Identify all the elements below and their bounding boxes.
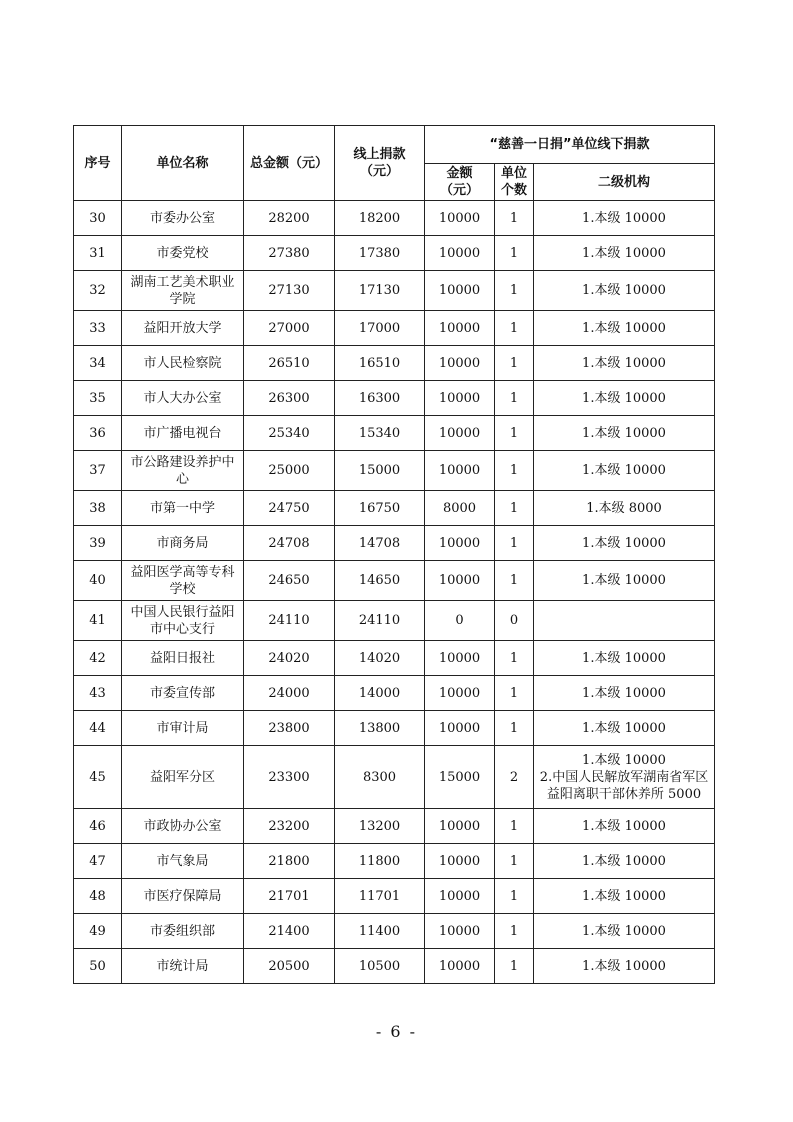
cell-unit-count: 0 <box>495 601 534 641</box>
table-row <box>74 879 715 914</box>
cell-sub-org <box>534 416 715 451</box>
cell-amount: 10000 <box>425 844 495 879</box>
cell-amount: 10000 <box>425 676 495 711</box>
cell-online: 17130 <box>335 271 425 311</box>
cell-amount: 10000 <box>425 641 495 676</box>
sub-org-line: 1.本级 10000 <box>582 283 666 298</box>
cell-online: 17380 <box>335 236 425 271</box>
cell-online: 11701 <box>335 879 425 914</box>
sub-org-line: 1.本级 10000 <box>582 573 666 588</box>
cell-seq: 48 <box>74 879 122 914</box>
cell-amount: 10000 <box>425 914 495 949</box>
cell-online: 13200 <box>335 809 425 844</box>
sub-org-line: 1.本级 10000 <box>582 853 666 869</box>
table-body <box>74 201 715 984</box>
cell-unit-name: 市气象局 <box>122 844 244 879</box>
cell-sub-org <box>534 676 715 711</box>
cell-online: 11800 <box>335 844 425 879</box>
table-row <box>74 809 715 844</box>
sub-org-line: 1.本级 10000 <box>582 535 666 551</box>
table-row <box>74 746 715 809</box>
cell-unit-count: 1 <box>495 844 534 879</box>
table-row <box>74 949 715 984</box>
cell-amount: 10000 <box>425 271 495 311</box>
cell-amount: 10000 <box>425 561 495 601</box>
cell-total: 26300 <box>244 381 335 416</box>
cell-total: 23800 <box>244 711 335 746</box>
table-row <box>74 271 715 311</box>
cell-amount: 10000 <box>425 236 495 271</box>
cell-online: 15000 <box>335 451 425 491</box>
table-row <box>74 914 715 949</box>
cell-unit-count: 1 <box>495 879 534 914</box>
cell-total: 21800 <box>244 844 335 879</box>
cell-seq: 31 <box>74 236 122 271</box>
cell-total: 24000 <box>244 676 335 711</box>
cell-amount: 10000 <box>425 346 495 381</box>
header-amount <box>425 164 495 201</box>
cell-total: 27380 <box>244 236 335 271</box>
cell-total: 24750 <box>244 491 335 526</box>
cell-online: 8300 <box>335 746 425 809</box>
table-row <box>74 236 715 271</box>
table-row <box>74 381 715 416</box>
cell-unit-name: 市委党校 <box>122 236 244 271</box>
cell-unit-count: 1 <box>495 526 534 561</box>
cell-sub-org <box>534 561 715 601</box>
header-seq: 序号 <box>74 126 122 201</box>
cell-total: 25000 <box>244 451 335 491</box>
table-row <box>74 601 715 641</box>
cell-unit-name: 益阳日报社 <box>122 641 244 676</box>
header-amount-label: 金额（元） <box>439 166 479 198</box>
cell-seq: 32 <box>74 271 122 311</box>
cell-online: 13800 <box>335 711 425 746</box>
cell-unit-name: 市委办公室 <box>122 201 244 236</box>
cell-unit-count: 1 <box>495 451 534 491</box>
cell-seq: 37 <box>74 451 122 491</box>
cell-seq: 36 <box>74 416 122 451</box>
cell-unit-count: 1 <box>495 271 534 311</box>
cell-total: 21701 <box>244 879 335 914</box>
cell-total: 27130 <box>244 271 335 311</box>
cell-amount: 10000 <box>425 809 495 844</box>
cell-unit-name: 益阳军分区 <box>122 746 244 809</box>
cell-seq: 41 <box>74 601 122 641</box>
sub-org-line: 1.本级 10000 <box>582 752 666 768</box>
page-number: - 6 - <box>375 1022 418 1041</box>
table-row <box>74 311 715 346</box>
cell-seq: 50 <box>74 949 122 984</box>
cell-unit-count: 1 <box>495 914 534 949</box>
cell-seq: 43 <box>74 676 122 711</box>
cell-total: 26510 <box>244 346 335 381</box>
cell-unit-name: 益阳开放大学 <box>122 311 244 346</box>
cell-sub-org <box>534 311 715 346</box>
cell-total: 25340 <box>244 416 335 451</box>
sub-org-line: 1.本级 10000 <box>582 888 666 904</box>
cell-unit-count: 1 <box>495 676 534 711</box>
cell-online: 16750 <box>335 491 425 526</box>
cell-sub-org <box>534 711 715 746</box>
cell-seq: 39 <box>74 526 122 561</box>
sub-org-line: 1.本级 10000 <box>582 958 666 974</box>
sub-org-line: 1.本级 10000 <box>582 720 666 736</box>
header-online-label: 线上捐款（元） <box>353 147 406 179</box>
cell-online: 14000 <box>335 676 425 711</box>
cell-unit-count: 1 <box>495 416 534 451</box>
cell-total: 27000 <box>244 311 335 346</box>
sub-org-line: 2.中国人民解放军湖南省军区益阳离职干部休养所 5000 <box>539 769 709 802</box>
header-unit-count <box>495 164 534 201</box>
cell-sub-org <box>534 879 715 914</box>
sub-org-line: 1.本级 10000 <box>582 210 666 226</box>
cell-total: 21400 <box>244 914 335 949</box>
sub-org-line: 1.本级 8000 <box>586 500 662 516</box>
header-online <box>335 126 425 201</box>
cell-total: 24020 <box>244 641 335 676</box>
cell-unit-name: 市商务局 <box>122 526 244 561</box>
cell-online: 14708 <box>335 526 425 561</box>
cell-total: 28200 <box>244 201 335 236</box>
cell-seq: 46 <box>74 809 122 844</box>
cell-online: 16300 <box>335 381 425 416</box>
sub-org-line: 1.本级 10000 <box>582 650 666 666</box>
header-unit-name: 单位名称 <box>122 126 244 201</box>
cell-unit-count: 1 <box>495 311 534 346</box>
cell-sub-org <box>534 746 715 809</box>
cell-amount: 8000 <box>425 491 495 526</box>
cell-seq: 33 <box>74 311 122 346</box>
cell-online: 17000 <box>335 311 425 346</box>
cell-amount: 10000 <box>425 451 495 491</box>
cell-sub-org <box>534 451 715 491</box>
cell-sub-org <box>534 949 715 984</box>
sub-org-line: 1.本级 10000 <box>582 320 666 336</box>
table-header <box>74 126 715 201</box>
cell-unit-name: 湖南工艺美术职业学院 <box>122 271 244 311</box>
cell-amount: 10000 <box>425 416 495 451</box>
cell-seq: 49 <box>74 914 122 949</box>
table-row <box>74 711 715 746</box>
cell-seq: 45 <box>74 746 122 809</box>
cell-unit-name: 市第一中学 <box>122 491 244 526</box>
table-row <box>74 561 715 601</box>
cell-online: 15340 <box>335 416 425 451</box>
cell-unit-name: 市委组织部 <box>122 914 244 949</box>
cell-sub-org <box>534 491 715 526</box>
cell-seq: 30 <box>74 201 122 236</box>
cell-unit-name: 益阳医学高等专科学校 <box>122 561 244 601</box>
cell-unit-name: 中国人民银行益阳市中心支行 <box>122 601 244 641</box>
cell-unit-count: 1 <box>495 381 534 416</box>
table-row <box>74 201 715 236</box>
cell-online: 18200 <box>335 201 425 236</box>
sub-org-line: 1.本级 10000 <box>582 355 666 371</box>
cell-online: 24110 <box>335 601 425 641</box>
cell-total: 20500 <box>244 949 335 984</box>
cell-amount: 10000 <box>425 711 495 746</box>
cell-online: 11400 <box>335 914 425 949</box>
cell-sub-org <box>534 844 715 879</box>
cell-amount: 10000 <box>425 879 495 914</box>
sub-org-line: 1.本级 10000 <box>582 463 666 478</box>
cell-online: 10500 <box>335 949 425 984</box>
sub-org-line: 1.本级 10000 <box>582 425 666 441</box>
cell-amount: 10000 <box>425 526 495 561</box>
cell-total: 23200 <box>244 809 335 844</box>
cell-sub-org <box>534 809 715 844</box>
cell-seq: 44 <box>74 711 122 746</box>
sub-org-line: 1.本级 10000 <box>582 245 666 261</box>
cell-unit-name: 市委宣传部 <box>122 676 244 711</box>
cell-unit-count: 1 <box>495 561 534 601</box>
cell-sub-org <box>534 601 715 641</box>
table-row <box>74 346 715 381</box>
cell-unit-name: 市统计局 <box>122 949 244 984</box>
sub-org-line: 1.本级 10000 <box>582 390 666 406</box>
cell-amount: 10000 <box>425 381 495 416</box>
cell-online: 14650 <box>335 561 425 601</box>
header-unit-count-label: 单位个数 <box>500 166 527 198</box>
cell-seq: 35 <box>74 381 122 416</box>
table-row <box>74 641 715 676</box>
cell-amount: 10000 <box>425 311 495 346</box>
cell-total: 24650 <box>244 561 335 601</box>
header-sub-org: 二级机构 <box>534 164 715 201</box>
cell-sub-org <box>534 914 715 949</box>
table-row <box>74 844 715 879</box>
cell-unit-name: 市广播电视台 <box>122 416 244 451</box>
cell-unit-count: 1 <box>495 346 534 381</box>
header-total: 总金额（元） <box>244 126 335 201</box>
cell-unit-name: 市政协办公室 <box>122 809 244 844</box>
cell-total: 24708 <box>244 526 335 561</box>
table-row <box>74 676 715 711</box>
sub-org-line: 1.本级 10000 <box>582 923 666 939</box>
cell-amount: 15000 <box>425 746 495 809</box>
cell-unit-count: 1 <box>495 201 534 236</box>
table-row <box>74 416 715 451</box>
cell-unit-count: 1 <box>495 236 534 271</box>
cell-sub-org <box>534 526 715 561</box>
cell-amount: 10000 <box>425 201 495 236</box>
cell-seq: 34 <box>74 346 122 381</box>
cell-total: 24110 <box>244 601 335 641</box>
cell-online: 16510 <box>335 346 425 381</box>
table-row <box>74 491 715 526</box>
cell-total: 23300 <box>244 746 335 809</box>
header-offline-group: “慈善一日捐”单位线下捐款 <box>425 126 715 164</box>
cell-unit-count: 2 <box>495 746 534 809</box>
cell-unit-count: 1 <box>495 809 534 844</box>
cell-sub-org <box>534 641 715 676</box>
cell-seq: 40 <box>74 561 122 601</box>
cell-amount: 0 <box>425 601 495 641</box>
cell-sub-org <box>534 271 715 311</box>
table-row <box>74 526 715 561</box>
cell-unit-name: 市公路建设养护中心 <box>122 451 244 491</box>
cell-unit-count: 1 <box>495 949 534 984</box>
cell-sub-org <box>534 346 715 381</box>
cell-sub-org <box>534 381 715 416</box>
cell-seq: 42 <box>74 641 122 676</box>
table-row <box>74 451 715 491</box>
cell-online: 14020 <box>335 641 425 676</box>
cell-sub-org <box>534 201 715 236</box>
cell-seq: 47 <box>74 844 122 879</box>
cell-unit-name: 市医疗保障局 <box>122 879 244 914</box>
cell-unit-count: 1 <box>495 641 534 676</box>
cell-sub-org <box>534 236 715 271</box>
donation-table <box>73 125 715 984</box>
sub-org-line: 1.本级 10000 <box>582 685 666 701</box>
cell-unit-count: 1 <box>495 711 534 746</box>
cell-seq: 38 <box>74 491 122 526</box>
sub-org-line: 1.本级 10000 <box>582 818 666 834</box>
cell-unit-count: 1 <box>495 491 534 526</box>
cell-unit-name: 市人大办公室 <box>122 381 244 416</box>
cell-unit-name: 市人民检察院 <box>122 346 244 381</box>
cell-unit-name: 市审计局 <box>122 711 244 746</box>
cell-amount: 10000 <box>425 949 495 984</box>
